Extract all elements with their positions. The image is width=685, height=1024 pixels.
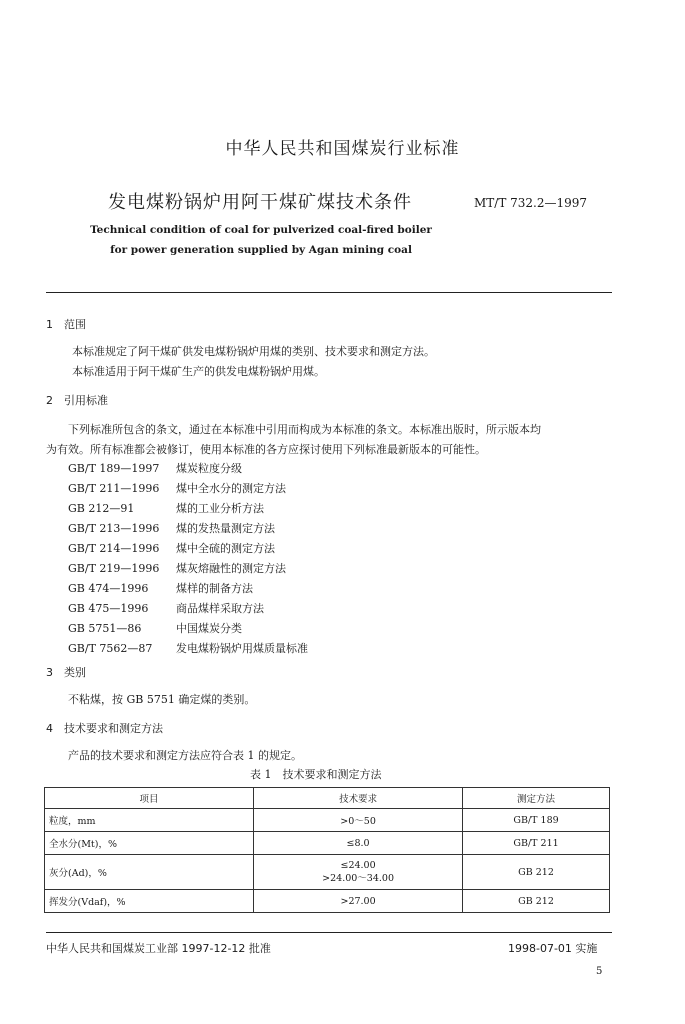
reference-item: GB/T 213—1996 煤的发热量测定方法 [68, 522, 275, 535]
cell-requirement: >0～50 [254, 809, 463, 832]
col-header-method: 测定方法 [463, 788, 610, 809]
reference-item: GB/T 219—1996 煤灰熔融性的测定方法 [68, 562, 286, 575]
cell-method: GB/T 211 [463, 832, 610, 855]
header-rule [46, 292, 612, 293]
cell-item: 灰分(Ad)，% [45, 855, 254, 890]
section-1-paragraph-1: 本标准规定了阿干煤矿供发电煤粉锅炉用煤的类别、技术要求和测定方法。 [72, 345, 435, 358]
reference-item: GB/T 211—1996 煤中全水分的测定方法 [68, 482, 286, 495]
effective-date: 1998-07-01 实施 [508, 942, 598, 955]
cell-item: 全水分(Mt)，% [45, 832, 254, 855]
table-row [45, 855, 610, 890]
cell-item: 挥发分(Vdaf)，% [45, 890, 254, 913]
standard-org-title: 中华人民共和国煤炭行业标准 [225, 139, 460, 159]
col-header-item: 项目 [45, 788, 254, 809]
section-4-paragraph: 产品的技术要求和测定方法应符合表 1 的规定。 [68, 749, 302, 762]
table-row [45, 832, 610, 855]
section-3-heading: 3 类别 [46, 666, 86, 679]
section-4-heading: 4 技术要求和测定方法 [46, 722, 163, 735]
reference-item: GB/T 214—1996 煤中全硫的测定方法 [68, 542, 275, 555]
spec-table [44, 787, 610, 913]
standard-number: MT/T 732.2—1997 [474, 196, 588, 210]
cell-method: GB 212 [463, 890, 610, 913]
cell-requirement: >27.00 [254, 890, 463, 913]
cell-item: 粒度，mm [45, 809, 254, 832]
section-1-paragraph-2: 本标准适用于阿干煤矿生产的供发电煤粉锅炉用煤。 [72, 365, 325, 378]
table-row [45, 890, 610, 913]
page-number: 5 [596, 966, 603, 977]
cell-requirement: ≤24.00 >24.00～34.00 [254, 855, 463, 890]
table-caption: 表 1 技术要求和测定方法 [250, 768, 382, 781]
cell-method: GB 212 [463, 855, 610, 890]
col-header-requirement: 技术要求 [254, 788, 463, 809]
approval-statement: 中华人民共和国煤炭工业部 1997-12-12 批准 [46, 942, 271, 955]
reference-item: GB/T 189—1997 煤炭粒度分级 [68, 462, 242, 475]
reference-item: GB 474—1996 煤样的制备方法 [68, 582, 253, 595]
section-2-heading: 2 引用标准 [46, 394, 108, 407]
document-title-en-line2: for power generation supplied by Agan mining coal [110, 244, 412, 256]
reference-item: GB 475—1996 商品煤样采取方法 [68, 602, 264, 615]
section-2-paragraph-line1: 下列标准所包含的条文，通过在本标准中引用而构成为本标准的条文。本标准出版时，所示版本均 [68, 423, 541, 436]
reference-item: GB 212—91 煤的工业分析方法 [68, 502, 264, 515]
section-1-heading: 1 范围 [46, 318, 86, 331]
document-title-cn: 发电煤粉锅炉用阿干煤矿煤技术条件 [108, 192, 412, 213]
cell-requirement: ≤8.0 [254, 832, 463, 855]
document-title-en-line1: Technical condition of coal for pulverized coal-fired boiler [90, 224, 432, 236]
cell-method: GB/T 189 [463, 809, 610, 832]
footer-rule [46, 932, 612, 933]
section-2-paragraph-line2: 为有效。所有标准都会被修订，使用本标准的各方应探讨使用下列标准最新版本的可能性。 [46, 443, 486, 456]
section-3-paragraph: 不粘煤，按 GB 5751 确定煤的类别。 [68, 693, 256, 706]
table-header-row [45, 788, 610, 809]
reference-item: GB 5751—86 中国煤炭分类 [68, 622, 242, 635]
reference-item: GB/T 7562—87 发电煤粉锅炉用煤质量标准 [68, 642, 308, 655]
table-row [45, 809, 610, 832]
